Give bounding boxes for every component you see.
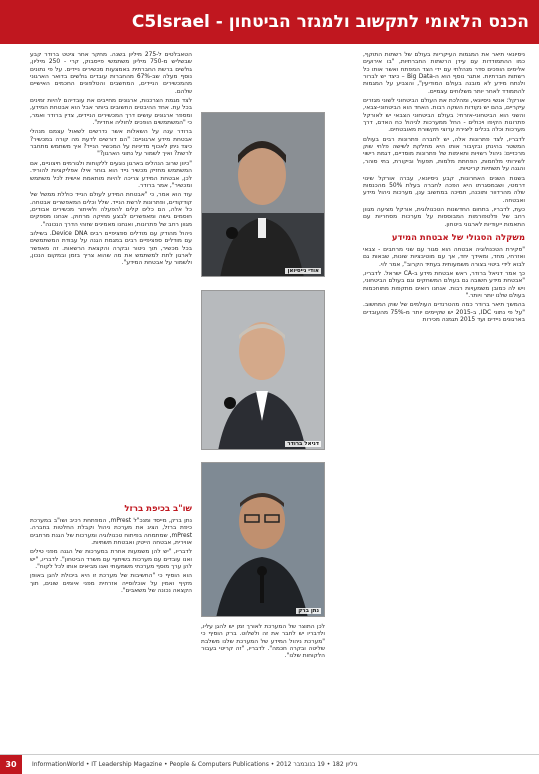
paragraph: כך אמר דניאל ברודר, ראש אבטחת מידע ב-CA ישראל. לדבריו, "אבטחת מידע חשובה גם בעולם המשחקים וגם בעולם הביטחוני, ויש לה כמובן משמעויות רבות. אנחנו רואים מתקפות מתוחכמות בעולם שלנו יותר ויותר." <box>363 270 525 299</box>
paragraph: בהמשך תיאר ברודר כמה מהטרנדים העולמים של שוק המחשוב. "על פי נתוני IDC, ב-2015 יש שקיימים יותר מ-75% מהעובדים בארגונים ניידים ועד 2015 תגמנה מכירות <box>363 302 525 323</box>
page-number: 30 <box>0 755 22 774</box>
paragraph: הוא הוסיף כי "החשיבות של מערכת זו היא ביכולת להגן באופן מקיף ואמין על אוכלוסייה אזרחית מפני איומים שונים, תוך הקצאה נכונה של משאבים". <box>30 573 192 595</box>
speaker-photo-3 <box>201 462 325 617</box>
photo-caption: אודי נייסיואן <box>287 268 319 274</box>
article-column-left <box>30 52 192 270</box>
speaker-photo-1 <box>201 112 325 277</box>
speaker-photo-2 <box>201 290 325 450</box>
section-subhead: משקלה הסגולי של אבטחת המידע <box>391 232 525 243</box>
article-column-right <box>363 52 525 326</box>
article-column-left-bottom <box>30 500 192 597</box>
photo-caption: דניאל ברודר <box>287 441 319 447</box>
header-title: הכנס הלאומי לתקשוב ולמגזר הביטחון - C5Israel <box>131 12 529 32</box>
paragraph: לצד מגמת הצרכנות, ארגונים מחייבים את עובדיהם להיות זמינים בכל עת. אחד ההיבטים החשובים ביותר אבל הוא אבטחת המידע, ומספר ארגונים עושים דרך המכשירים הניידים, צדין ברודר ואמר, כי "המשתמשים הופכים לחוליה אחדית". <box>30 98 192 127</box>
speaker-portrait-image <box>201 291 324 450</box>
paragraph: ברודר ענה על השאלות אשר נדרשים לשאול עצמם מנהלי אבטחת מידע ארגוניים: "הם דורשים לדעת מה קורה במכשיר? כיצד ניתן לאכוף מדיניות על המכשיר הנייד? איך משתמש מתחבר לרשת? ואיך לשמור על נתוני הארגון?" <box>30 129 192 158</box>
paragraph: "כיוון שרוב הנהלים בארגון נוגעים ללקוחות ולגורמים חיצוניים, אם המשתמש מחזיק מכשיר נייד הוא בוחר אילו אפליקציות להוריד. לכן, אבטחת המידע צריכה להיות מותאמת אישית לכל משתמש ומכשיר", אמר ברודר. <box>30 160 192 189</box>
paragraph: נתן ברק, מייסד ומנכ"ל mPrest, המפתחת רכיב ושו"ב במערכת כיפת ברזל, הציג את מערכת ניהול וקבלת החלטות בחברה. mPrest, שמתמחה בפיתוח טכנולוגיה ומערכות של הגנת מרחבים אווירית, אבטחה הייטק ואבטחת תשתיות. <box>30 518 192 547</box>
speaker-portrait-image <box>201 113 324 277</box>
photo-caption: נתן ברק <box>298 608 319 614</box>
paragraph: הטאבלטים ל-275 מיליון בשנה. מחקר אחר ציטט ברודר קבע שבשליש מ-750 מיליון משתמשי פייסבוק, קרי - 250 מיליון, גולשים ברשת החברתית באמצעות מכשירים ניידים. על פי נתונים נוסף מעלה שב-67% מהחברות עובדים גולשים בדואר הארגוני מהמכשירים הניידים, המחשבים והטלפונים החכמים האישיים שלהם. <box>30 52 193 95</box>
paragraph: לדבריו, "יש להן משמעות אחרת במערכות של הגנה מפני טילים ואנו עובדים עם מערכות בשיתוף עם משרד הביטחון". לדבריו, "יש להן ערך מוסף מערכתי משמעותי ואנו מביאים אותו לכל לקוח". <box>30 549 192 571</box>
paragraph: לכן התוצר של המערכת לאורך זמן יש להגן עליו, ולדבריו יש לחבר את זה ולשלוט. ברק הוסיף כי "מערכת ניהול המידע של המערכת שלנו משלבת שליטה ובקרה חכמה". לדבריו, "זה קריטי בעבור הלקוחות שלנו". <box>201 624 325 660</box>
speaker-portrait-image <box>201 463 324 617</box>
paragraph: בשנות השנים האחרונות, קבע ניסיונאי, עברה אורקל שינוי דרמטי, ושבמסגרתו היא הפכה לחברה בעלת 50% מהכנסות שלה מהרדוור ותוכנה, תמיכה במחשוב ענן, מערכות ניהול מידע ואבטחה. <box>363 175 525 204</box>
article-column-center <box>201 624 325 661</box>
section-subhead: שו"ב בכיפת ברזל <box>124 504 192 514</box>
page-header <box>0 0 539 44</box>
footer-publication-text: גיליון 182 • 19 בנובמבר 2012 • InformationWorld • IT Leadership Magazine • People & Computers Publications <box>32 761 358 768</box>
paragraph: כעת, לדבריו, בתחום החדשנות הטכנולוגית, אורקל מציעה מגוון רחב של פלטפורמות המבוססות על מערכות מסחריות עם התאמות ייעודיות לארגוני ביטחון. <box>363 206 525 228</box>
paragraph: "סקירת הטכנולוגיה אבטחה הוא סגור עם שני מרחבים - צבאי ואזרחי, מחד, ומאידך יחד, אך עם מוטיבציות שונות, שבאות גם לבוא לידי ביטוי בצורה משמעותית בעתיד הקרוב", אמר לוי. <box>363 246 525 268</box>
paragraph: עוד הוא אמר, כי "אבטחת המידע לעולם הנייד כוללת ממשל של קודקודים, ופתרונות לרשת הנייד. שלל וכלים המאפשרים אבטחה. כל אלה, הם כלים קלים להפעלה ולאיתור מכשירים אבודים, חוסמים גישה ומאפשרים לבצע מחיקה מרחוק. אנחנו מספקים מגוון רחב של פתרונות, ואנחנו מאמינים שזוהי הדרך הנכונה". <box>30 192 192 228</box>
paragraph: ניהול מהודק עם מודלים ספציפיים רבים Device DNA. בשילוב עם מודלים ספציפיים רבים במגמת הגנה על עבודת המשתמשים בכל מכשיר, תוך ניטור ובקרה והקצאת הרשאות. זה מאפשר לארגון לתת למשתמש את מה שהוא צריך בזמן ובמקום הנכון, ולשמור על אבטחת המידע". <box>30 230 192 267</box>
paragraph: ניסיונאי תיאר את המגמות העיקריות בעולם של רשתות התוקף, כמו ההתמודדות עם עידן הרשתות החברתיות, "בו אירועים אלימים הופכים סדר מנהלתי עם ידי הצד המפתח ואשר אותו כל רשתות חברתיות. אתגר נוסף הוא ה-Big Data – כיצד יש לברור ולנתח מידע לא מובנה בעולם המודיעין", והצביע על המגמות להתמודד לאחר יותר משלוחים עצמיים. <box>363 52 526 95</box>
page-footer <box>0 754 539 774</box>
paragraph: לדבריו, לצד פתרונות אלה, יש לחברה פתרונות רבים בעולם המשטר בהינתן ובקיבור אותו היא מחלקת לשישה פלחי שוק מרכזיים: ניהול רשויות ותאימות של פתרונות מוסדיים, דגמת רישוי לשירותי מלחמות, הפחתת מלמות, תפעול וביקורת, בתי סוהר, והגנה על תשתיות קריטיות. <box>363 136 525 173</box>
paragraph: אורקל: אנשי ניסיונאי, ומהלכת את העולם הביטחוני לשוני מגזרים עיקריים, בהם יש נקודות השקה רבות. האחד הוא הביטחוני-צבאי, והשני הוא הביטחוני-אזרחי: בעולם הביטחוני הצבאי יש לאורקל פתרונות הקיפו ויכולים - החל ממערכות לניהול כח האדם, דרך מערכות וכלה בכלים ליצירת ערוצי תקשורת מאובטחים. <box>363 98 525 134</box>
